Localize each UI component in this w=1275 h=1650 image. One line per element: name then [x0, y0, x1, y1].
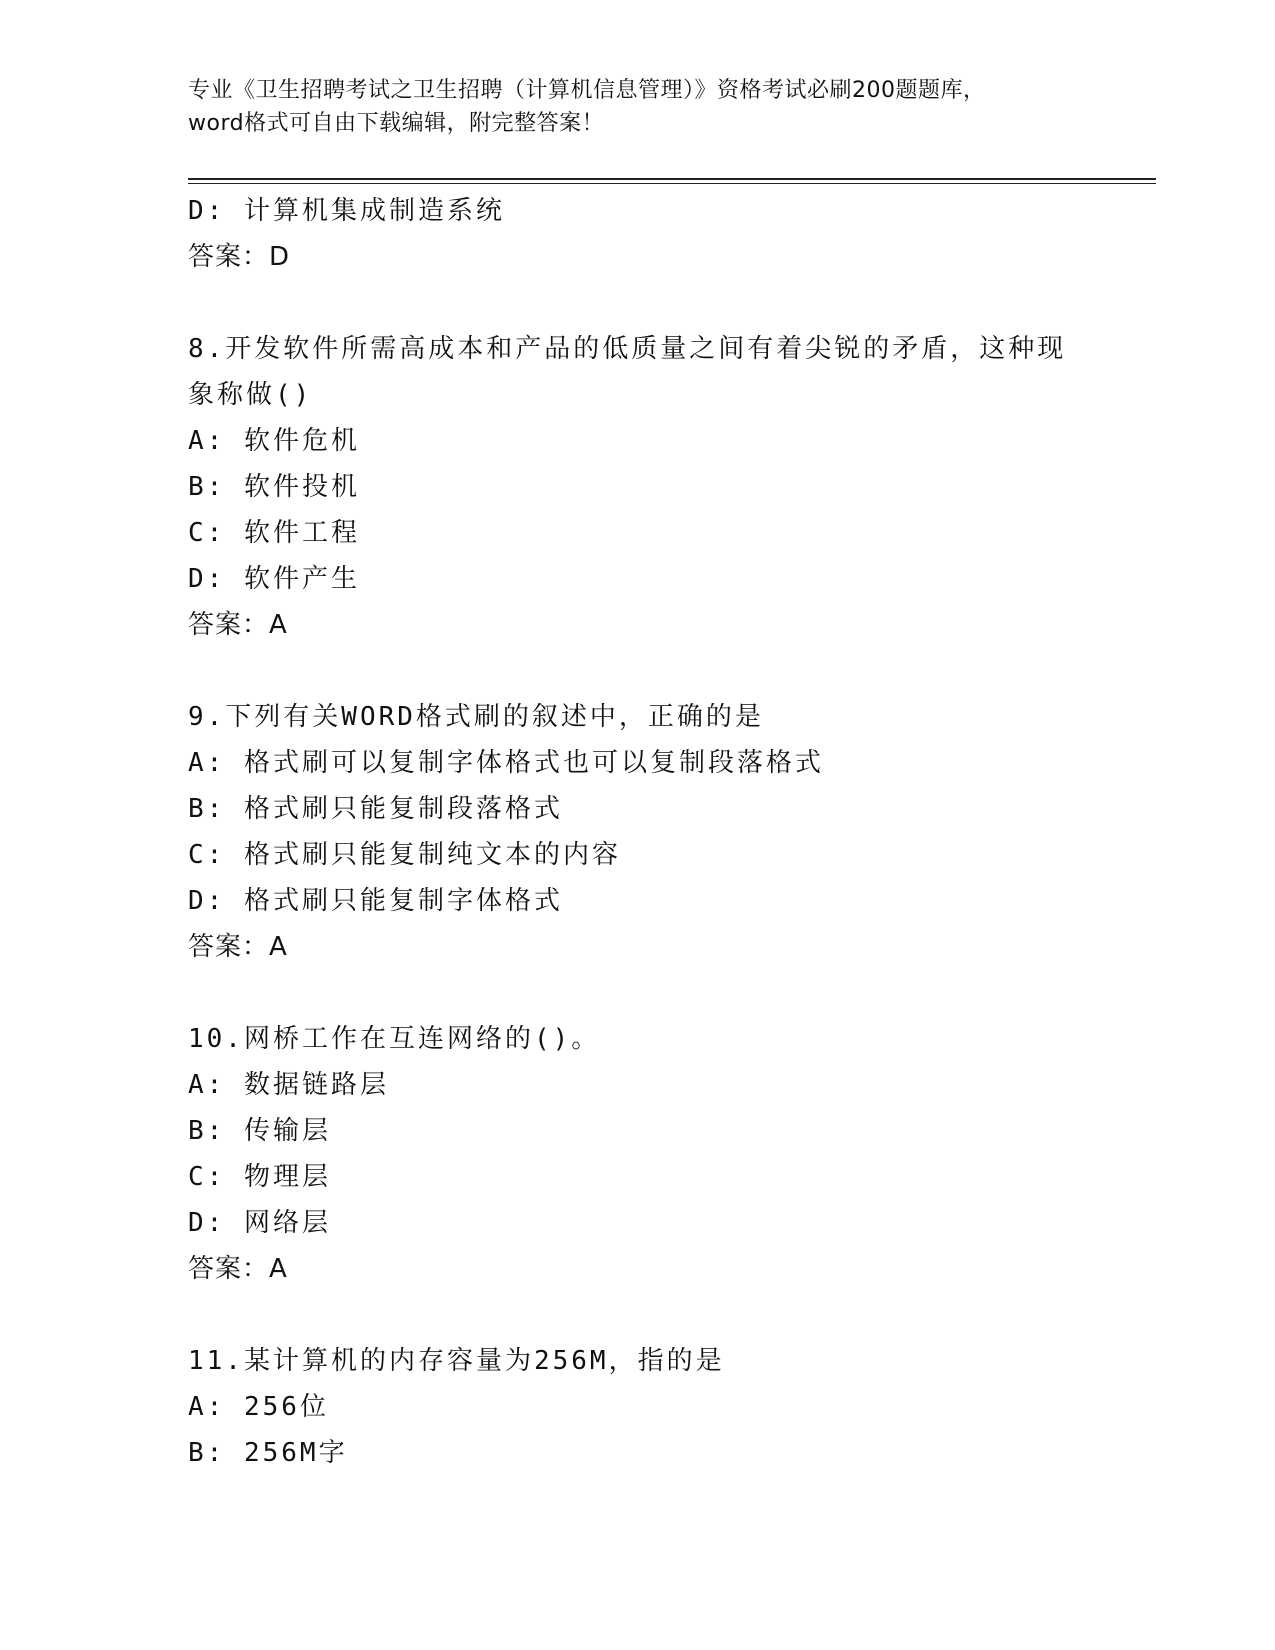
- answer-line: 答案：A: [188, 610, 288, 640]
- question-stem: 象称做(): [188, 380, 313, 410]
- spacer: [188, 280, 1088, 326]
- option-line: D: 格式刷只能复制字体格式: [188, 886, 563, 916]
- header-rule-thin: [188, 183, 1156, 184]
- answer-line: 答案：D: [188, 242, 291, 272]
- question-8: [188, 326, 1088, 648]
- page-header: [188, 74, 1088, 140]
- answer-line: 答案：A: [188, 932, 288, 962]
- option-line: B: 软件投机: [188, 472, 360, 502]
- spacer: [188, 648, 1088, 694]
- question-stem: 9.下列有关WORD格式刷的叙述中，正确的是: [188, 702, 764, 732]
- question-10: [188, 1016, 1088, 1292]
- option-line: B: 格式刷只能复制段落格式: [188, 794, 563, 824]
- question-9: [188, 694, 1088, 970]
- spacer: [188, 970, 1088, 1016]
- option-line: D: 计算机集成制造系统: [188, 196, 505, 226]
- header-rule-thick: [188, 178, 1156, 180]
- answer-line: 答案：A: [188, 1254, 288, 1284]
- spacer: [188, 1292, 1088, 1338]
- option-line: D: 网络层: [188, 1208, 331, 1238]
- question-stem: 10.网桥工作在互连网络的()。: [188, 1024, 601, 1054]
- header-line-1: 专业《卫生招聘考试之卫生招聘（计算机信息管理）》资格考试必刷200题题库，: [188, 78, 986, 103]
- option-line: A: 数据链路层: [188, 1070, 389, 1100]
- option-line: C: 物理层: [188, 1162, 331, 1192]
- question-11: [188, 1338, 1088, 1476]
- question-stem: 8.开发软件所需高成本和产品的低质量之间有着尖锐的矛盾，这种现: [188, 334, 1067, 364]
- question-stem: 11.某计算机的内存容量为256M，指的是: [188, 1346, 725, 1376]
- previous-question-tail: [188, 188, 1088, 280]
- option-line: D: 软件产生: [188, 564, 360, 594]
- option-line: A: 软件危机: [188, 426, 360, 456]
- option-line: C: 软件工程: [188, 518, 360, 548]
- option-line: C: 格式刷只能复制纯文本的内容: [188, 840, 621, 870]
- document-body: [188, 188, 1088, 1476]
- option-line: A: 256位: [188, 1392, 329, 1422]
- option-line: B: 256M字: [188, 1438, 348, 1468]
- option-line: B: 传输层: [188, 1116, 331, 1146]
- header-line-2: word格式可自由下载编辑，附完整答案！: [188, 111, 605, 136]
- option-line: A: 格式刷可以复制字体格式也可以复制段落格式: [188, 748, 824, 778]
